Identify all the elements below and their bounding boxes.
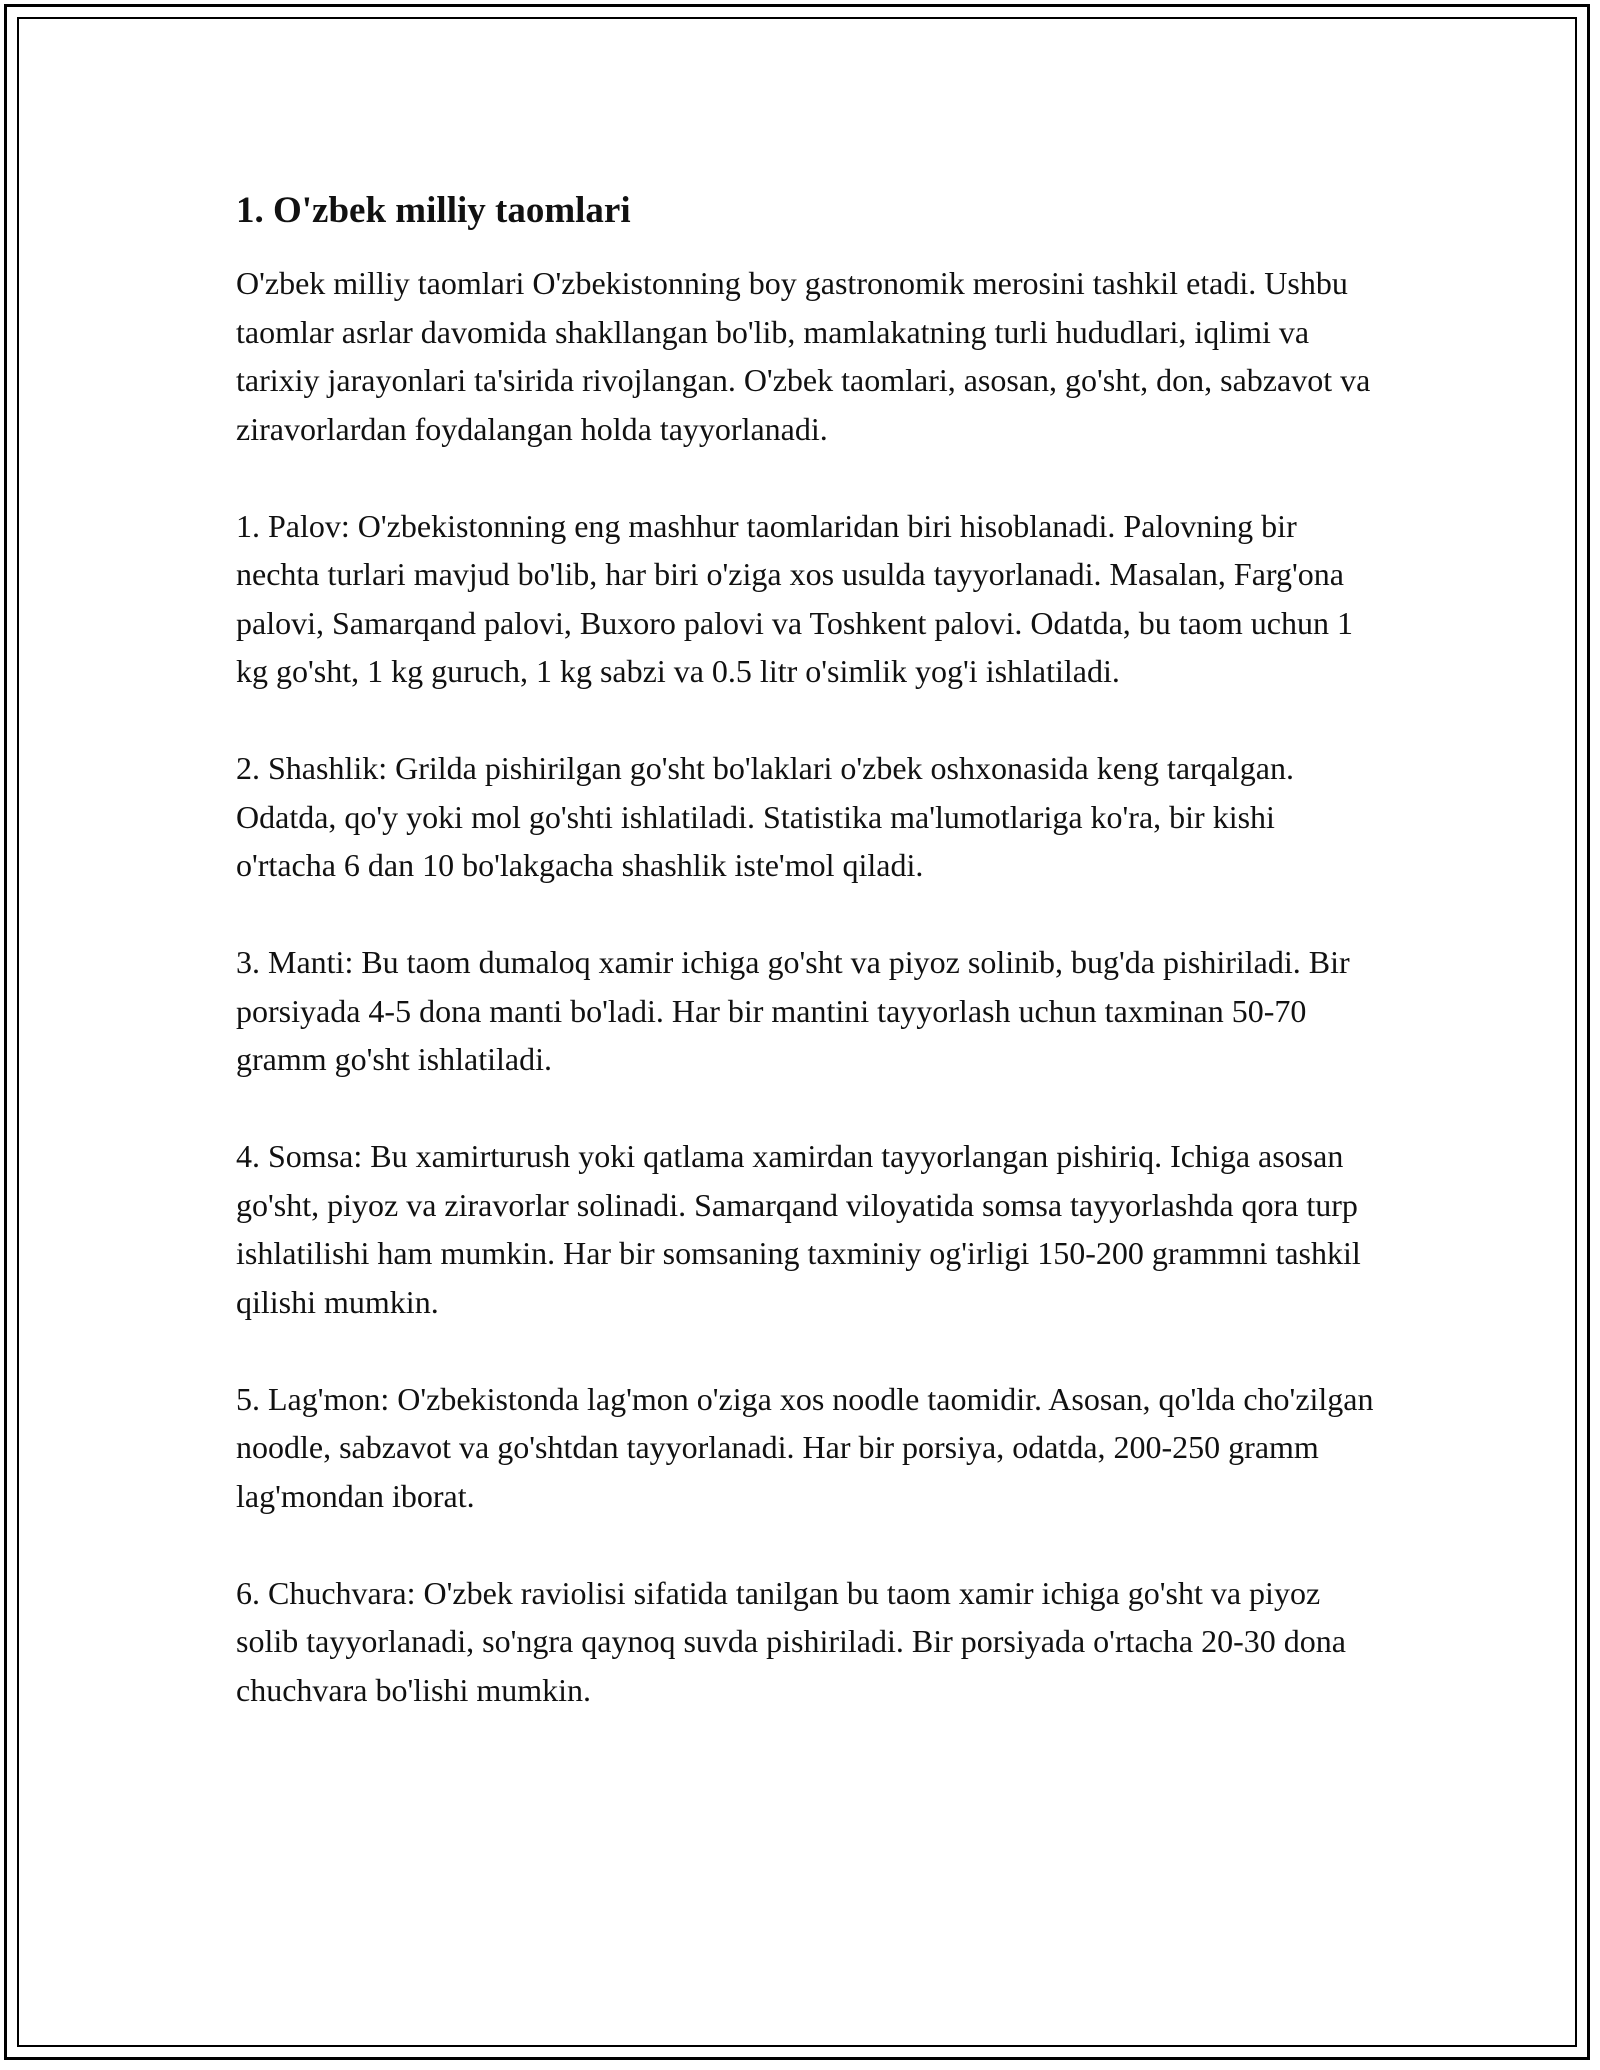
somsa-paragraph: 4. Somsa: Bu xamirturush yoki qatlama xamirdan tayyorlangan pishiriq. Ichiga asosan go'sht, piyoz va ziravorlar solinadi. Samarqand viloyatida somsa tayyorlashda qora turp ishlatilishi ham mumkin. Har bir somsaning taxminiy og'irligi 150-200 grammni tashkil qilishi mumkin. <box>236 1138 1361 1320</box>
intro-paragraph: O'zbek milliy taomlari O'zbekistonning boy gastronomik merosini tashkil etadi. Ushbu taomlar asrlar davomida shakllangan bo'lib, mamlakatning turli hududlari, iqlimi va tarixiy jarayonlari ta'sirida rivojlangan. O'zbek taomlari, asosan, go'sht, don, sabzavot va ziravorlardan foydalangan holda tayyorlanadi. <box>236 265 1371 447</box>
document-title: 1. O'zbek milliy taomlari <box>236 190 631 231</box>
document-body <box>236 185 1376 1763</box>
lagmon-paragraph: 5. Lag'mon: O'zbekistonda lag'mon o'ziga xos noodle taomidir. Asosan, qo'lda cho'zilgan noodle, sabzavot va go'shtdan tayyorlanadi. Har bir porsiya, odatda, 200-250 gramm lag'mondan iborat. <box>236 1380 1374 1514</box>
palov-paragraph: 1. Palov: O'zbekistonning eng mashhur taomlaridan biri hisoblanadi. Palovning bir nechta turlari mavjud bo'lib, har biri o'ziga xos usulda tayyorlanadi. Masalan, Farg'ona palovi, Samarqand palovi, Buxoro palovi va Toshkent palovi. Odatda, bu taom uchun 1 kg go'sht, 1 kg guruch, 1 kg sabzi va 0.5 litr o'simlik yog'i ishlatiladi. <box>236 507 1353 689</box>
shashlik-paragraph: 2. Shashlik: Grilda pishirilgan go'sht bo'laklari o'zbek oshxonasida keng tarqalgan. Odatda, qo'y yoki mol go'shti ishlatiladi. Statistika ma'lumotlariga ko'ra, bir kishi o'rtacha 6 dan 10 bo'lakgacha shashlik iste'mol qiladi. <box>236 750 1294 883</box>
manti-paragraph: 3. Manti: Bu taom dumaloq xamir ichiga go'sht va piyoz solinib, bug'da pishiriladi. Bir porsiyada 4-5 dona manti bo'ladi. Har bir mantini tayyorlash uchun taxminan 50-70 gramm go'sht ishlatiladi. <box>236 944 1350 1077</box>
chuchvara-paragraph: 6. Chuchvara: O'zbek raviolisi sifatida tanilgan bu taom xamir ichiga go'sht va piyoz solib tayyorlanadi, so'ngra qaynoq suvda pishiriladi. Bir porsiyada o'rtacha 20-30 dona chuchvara bo'lishi mumkin. <box>236 1574 1346 1708</box>
